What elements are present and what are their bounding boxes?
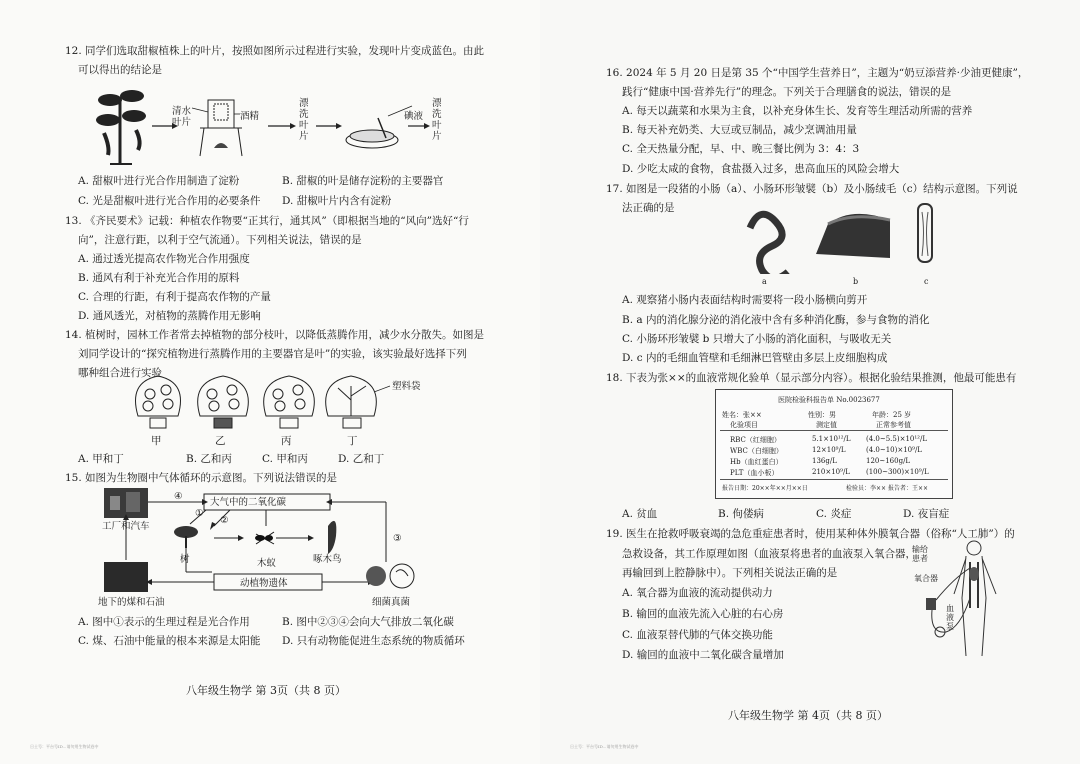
report-title: 医院检验科报告单 No.0023677 bbox=[778, 396, 880, 404]
q19-option-c: C. 血液泵替代肺的气体交换功能 bbox=[622, 629, 773, 641]
q12-stem-line1: 12. 同学们选取甜椒植株上的叶片，按照如图所示过程进行实验，发现叶片变成蓝色。由此 bbox=[65, 45, 485, 57]
q14-option-d: D. 乙和丁 bbox=[338, 453, 385, 465]
q14-plastic-bag-label: 塑料袋 bbox=[392, 381, 421, 392]
q15-ant: 木蚁 bbox=[257, 558, 277, 569]
q17-stem-line2: 法正确的是 bbox=[622, 202, 675, 214]
left-fine-print: 日土号：平台号ID...请勿用生物试卷中 bbox=[30, 744, 99, 749]
q19-option-b: B. 输回的血液先流入心脏的右心房 bbox=[622, 608, 784, 620]
q19-option-a: A. 氧合器为血液的流动提供动力 bbox=[622, 587, 773, 599]
report-row-plt-item: PLT（血小板） bbox=[730, 469, 779, 477]
q18-option-b: B. 佝偻病 bbox=[718, 508, 764, 520]
q15-option-c: C. 煤、石油中能量的根本来源是太阳能 bbox=[78, 635, 261, 647]
report-row-wbc-item: WBC（白细胞） bbox=[730, 447, 783, 455]
q12-option-c: C. 光是甜椒叶进行光合作用的必要条件 bbox=[78, 195, 261, 207]
q15-option-d: D. 只有动物能促进生态系统的物质循环 bbox=[282, 635, 465, 647]
right-page bbox=[540, 0, 1080, 764]
q19-label-patient: 输给 患者 bbox=[912, 545, 928, 563]
q15-tree: 树 bbox=[180, 554, 190, 565]
q16-option-b: B. 每天补充奶类、大豆或豆制品，减少烹调油用量 bbox=[622, 124, 857, 136]
q14-option-a: A. 甲和丁 bbox=[78, 453, 124, 465]
q13-stem-line1: 13. 《齐民要术》记载：种植农作物要“正其行，通其风”（即根据当地的“风向”选好“行 bbox=[65, 215, 469, 227]
q19-stem-line2: 急救设备，其工作原理如图（血液泵将患者的血液泵入氧合器， bbox=[622, 548, 916, 560]
right-page-footer: 八年级生物学 第 4页（共 8 页） bbox=[728, 709, 888, 722]
report-header-ref: 正常参考值 bbox=[876, 421, 911, 429]
report-date: 报告日期：20××年××月××日 bbox=[722, 485, 808, 492]
q19-stem-line3: 再输回到上腔静脉中）。下列相关说法正确的是 bbox=[622, 567, 838, 579]
q15-n2: ② bbox=[220, 515, 229, 526]
q12-label-iodine: 碘液 bbox=[404, 111, 424, 122]
q14-stem-line1: 14. 植树时，园林工作者常去掉植物的部分枝叶，以降低蒸腾作用，减少水分散失。如图是 bbox=[65, 329, 485, 341]
q15-option-b: B. 图中②③④会向大气排放二氧化碳 bbox=[282, 616, 454, 628]
q15-n4: ④ bbox=[174, 491, 183, 502]
q19-option-d: D. 输回的血液中二氧化碳含量增加 bbox=[622, 649, 784, 661]
q18-option-d: D. 夜盲症 bbox=[903, 508, 950, 520]
q15-n1: ① bbox=[195, 508, 204, 519]
report-row-rbc-value: 5.1×10¹²/L bbox=[812, 435, 851, 443]
q15-bird: 啄木鸟 bbox=[313, 554, 342, 565]
q18-option-c: C. 炎症 bbox=[816, 508, 852, 520]
q15-option-a: A. 图中①表示的生理过程是光合作用 bbox=[78, 616, 250, 628]
q19-stem-line1: 19. 医生在抢救呼吸衰竭的急危重症患者时，使用某种体外膜氧合器（俗称“人工肺”）的 bbox=[606, 528, 1015, 540]
q19-label-oxygenator: 氧合器 bbox=[914, 574, 938, 583]
q17-intestine-figure bbox=[740, 198, 970, 274]
report-sex: 性别：男 bbox=[808, 411, 836, 419]
q15-fungi: 细菌真菌 bbox=[372, 597, 411, 608]
q15-coal: 地下的煤和石油 bbox=[98, 597, 165, 608]
q18-stem: 18. 下表为张××的血液常规化验单（显示部分内容）。根据化验结果推测，他最可能患有 bbox=[606, 372, 1017, 384]
q16-stem-line2: 践行“健康中国·营养先行”的理念。下列关于合理膳食的说法，错误的是 bbox=[622, 86, 952, 98]
left-page-footer: 八年级生物学 第 3页（共 8 页） bbox=[186, 684, 346, 697]
report-header-value: 测定值 bbox=[816, 421, 837, 429]
report-row-hb-value: 136g/L bbox=[812, 457, 837, 465]
q12-label-alcohol: 酒精 bbox=[240, 111, 260, 122]
q14-plant-ding: 丁 bbox=[347, 435, 358, 447]
q15-factory: 工厂和汽车 bbox=[102, 521, 150, 532]
q14-plant-yi: 乙 bbox=[215, 435, 226, 447]
q19-label-pump: 血 液 泵 bbox=[946, 604, 954, 631]
q16-stem-line1: 16. 2024 年 5 月 20 日是第 35 个“中国学生营养日”，主题为“奶豆添营养·少油更健康”， bbox=[606, 67, 1029, 79]
q16-option-c: C. 全天热量分配，早、中、晚三餐比例为 3：4：3 bbox=[622, 143, 860, 155]
q14-plant-jia: 甲 bbox=[151, 435, 162, 447]
q12-label-rinse2: 漂 洗 叶 片 bbox=[432, 98, 442, 142]
q16-option-d: D. 少吃太咸的食物，食盐摄入过多，患高血压的风险会增大 bbox=[622, 163, 900, 175]
report-row-plt-value: 210×10⁹/L bbox=[812, 468, 850, 476]
report-row-rbc-ref: (4.0~5.5)×10¹²/L bbox=[866, 435, 927, 443]
q15-co2-box: 大气中的二氧化碳 bbox=[210, 497, 287, 508]
report-header-item: 化验项目 bbox=[730, 421, 758, 429]
blood-test-report bbox=[715, 389, 953, 499]
right-fine-print: 日土号：平台号ID...请勿用生物试卷中 bbox=[570, 744, 639, 749]
q17-label-b: b bbox=[853, 277, 859, 286]
report-row-hb-ref: 120~160g/L bbox=[866, 457, 911, 465]
q17-option-a: A. 观察猪小肠内表面结构时需要将一段小肠横向剪开 bbox=[622, 294, 868, 306]
q15-remains-box: 动植物遗体 bbox=[240, 578, 288, 589]
report-age: 年龄：25 岁 bbox=[872, 411, 912, 419]
report-row-plt-ref: (100~300)×10⁹/L bbox=[866, 468, 929, 476]
q13-option-a: A. 通过透光提高农作物光合作用强度 bbox=[78, 253, 250, 265]
q12-option-a: A. 甜椒叶进行光合作用制造了淀粉 bbox=[78, 175, 240, 187]
q12-option-b: B. 甜椒的叶是储存淀粉的主要器官 bbox=[282, 175, 444, 187]
report-row-wbc-ref: (4.0~10)×10⁹/L bbox=[866, 446, 922, 454]
q17-label-a: a bbox=[762, 277, 767, 286]
q17-label-c: c bbox=[924, 277, 929, 286]
report-row-hb-item: Hb（血红蛋白） bbox=[730, 458, 783, 466]
q12-option-d: D. 甜椒叶片内含有淀粉 bbox=[282, 195, 392, 207]
q16-option-a: A. 每天以蔬菜和水果为主食，以补充身体生长、发育等生理活动所需的营养 bbox=[622, 105, 973, 117]
q12-stem-line2: 可以得出的结论是 bbox=[78, 64, 162, 76]
report-sign: 检验员：李×× 报告者：王×× bbox=[846, 485, 929, 492]
report-row-rbc-item: RBC（红细胞） bbox=[730, 436, 781, 444]
report-name: 姓名：张×× bbox=[722, 411, 762, 419]
q14-plants-figure bbox=[128, 372, 428, 436]
q12-label-rinse1: 漂 洗 叶 片 bbox=[299, 98, 309, 142]
q13-option-c: C. 合理的行距，有利于提高农作物的产量 bbox=[78, 291, 271, 303]
q18-option-a: A. 贫血 bbox=[622, 508, 658, 520]
q12-label-water-leaf: 清水 叶片 bbox=[172, 106, 192, 128]
q14-option-c: C. 甲和丙 bbox=[262, 453, 308, 465]
q17-option-b: B. a 内的消化腺分泌的消化液中含有多种消化酶，参与食物的消化 bbox=[622, 314, 930, 326]
q13-stem-line2: 向”，注意行距，以利于空气流通）。下列相关说法，错误的是 bbox=[78, 234, 362, 246]
q15-stem: 15. 如图为生物圈中气体循环的示意图。下列说法错误的是 bbox=[65, 472, 338, 484]
report-row-wbc-value: 12×10⁹/L bbox=[812, 446, 846, 454]
q14-stem-line3: 哪种组合进行实验 bbox=[78, 367, 162, 379]
q17-stem-line1: 17. 如图是一段猪的小肠（a）、小肠环形皱襞（b）及小肠绒毛（c）结构示意图。下列说 bbox=[606, 183, 1018, 195]
q14-stem-line2: 刘同学设计的“探究植物进行蒸腾作用的主要器官是叶”的实验，该实验最好选择下列 bbox=[78, 348, 467, 360]
q17-option-c: C. 小肠环形皱襞 b 只增大了小肠的消化面积，与吸收无关 bbox=[622, 333, 892, 345]
q15-n3: ③ bbox=[393, 533, 402, 544]
q13-option-b: B. 通风有利于补充光合作用的原料 bbox=[78, 272, 240, 284]
q13-option-d: D. 通风透光，对植物的蒸腾作用无影响 bbox=[78, 310, 261, 322]
q14-plant-bing: 丙 bbox=[281, 435, 292, 447]
q14-option-b: B. 乙和丙 bbox=[186, 453, 232, 465]
q17-option-d: D. c 内的毛细血管壁和毛细淋巴管壁由多层上皮细胞构成 bbox=[622, 352, 888, 364]
